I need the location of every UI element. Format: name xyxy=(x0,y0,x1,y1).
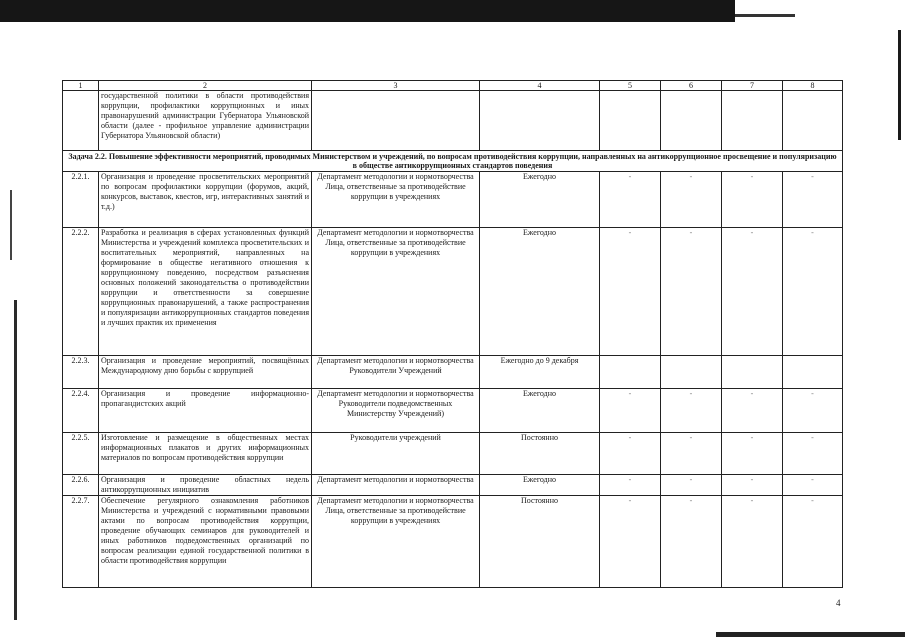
row-col-7: - xyxy=(722,475,783,496)
row-measure: Разработка и реализация в сферах установленных функций Министерства и учреждений комплекса просветительских и воспитательных мероприятий, направленных на формирование в обществе негативного отношения к коррупционному поведению, посредством разъяснения основных положений законодательства о противодействии коррупции и ответственности за совершение коррупционных правонарушений, а также распространения и популяризации антикоррупционных стандартов поведения и лучших практик их применения xyxy=(99,228,312,356)
row-col-7: - xyxy=(722,228,783,356)
row-measure: Организация и проведение областных недель антикоррупционных инициатив xyxy=(99,475,312,496)
row-col-8: - xyxy=(783,228,843,356)
row-number: 2.2.4. xyxy=(63,389,99,433)
row-col-7: - xyxy=(722,172,783,228)
row-term: Ежегодно xyxy=(480,389,600,433)
row-col-5: - xyxy=(600,433,661,475)
scan-edge-left-mark xyxy=(10,190,12,260)
table-row-continuation xyxy=(63,91,843,151)
table-row xyxy=(63,172,843,228)
task-heading: Задача 2.2. Повышение эффективности мероприятий, проводимых Министерством и учреждений, по вопросам противодействия коррупции, направленных на антикоррупционное просвещение и популяризацию в обществе антикоррупционных стандартов поведения xyxy=(63,151,843,172)
header-col-4: 4 xyxy=(480,81,600,91)
row-col-8 xyxy=(783,356,843,389)
header-col-3: 3 xyxy=(312,81,480,91)
row-col-6: - xyxy=(661,496,722,588)
row-col-7 xyxy=(722,356,783,389)
scan-edge-left xyxy=(14,300,17,620)
row-col-8: - xyxy=(783,433,843,475)
row-executor: Руководители учреждений xyxy=(312,433,480,475)
row-col-6: - xyxy=(661,228,722,356)
row-executor: Департамент методологии и нормотворчества Лица, ответственные за противодействие коррупции в учреждениях xyxy=(312,228,480,356)
row-col-7: - xyxy=(722,496,783,588)
row-col-5: - xyxy=(600,172,661,228)
row-col-6: - xyxy=(661,389,722,433)
scan-edge-bottom xyxy=(716,632,905,637)
scan-edge-top xyxy=(0,0,735,22)
row-col-7: - xyxy=(722,433,783,475)
row-term: Постоянно xyxy=(480,496,600,588)
continuation-text: государственной политики в области противодействия коррупции, профилактики коррупционных и иных правонарушений администрации Губернатора Ульяновской области (далее - профильное управление администрации Губернатора Ульяновской области) xyxy=(99,91,312,151)
row-col-8: - xyxy=(783,496,843,588)
row-measure: Изготовление и размещение в общественных местах информационных плакатов и других информационных материалов по вопросам противодействия коррупции xyxy=(99,433,312,475)
row-measure: Организация и проведение мероприятий, посвящённых Международному дню борьбы с коррупцией xyxy=(99,356,312,389)
row-number: 2.2.2. xyxy=(63,228,99,356)
scan-edge-right xyxy=(898,30,901,140)
table-row xyxy=(63,433,843,475)
table-row xyxy=(63,475,843,496)
row-executor: Департамент методологии и нормотворчества Лица, ответственные за противодействие коррупции в учреждениях xyxy=(312,172,480,228)
row-executor: Департамент методологии и нормотворчества Руководители Учреждений xyxy=(312,356,480,389)
row-col-7: - xyxy=(722,389,783,433)
row-number: 2.2.3. xyxy=(63,356,99,389)
row-executor: Департамент методологии и нормотворчества xyxy=(312,475,480,496)
row-number: 2.2.1. xyxy=(63,172,99,228)
header-col-8: 8 xyxy=(783,81,843,91)
row-number: 2.2.7. xyxy=(63,496,99,588)
row-col-5: - xyxy=(600,228,661,356)
row-number: 2.2.6. xyxy=(63,475,99,496)
table-body xyxy=(63,172,843,588)
page-number: 4 xyxy=(836,598,841,608)
row-col-5 xyxy=(600,356,661,389)
table-row xyxy=(63,496,843,588)
row-col-5: - xyxy=(600,475,661,496)
row-measure: Организация и проведение просветительских мероприятий по вопросам профилактики коррупции (форумов, акций, конкурсов, выставок, квестов, игр, интерактивных занятий и т.д.) xyxy=(99,172,312,228)
row-col-6 xyxy=(661,356,722,389)
row-col-5: - xyxy=(600,389,661,433)
header-col-1: 1 xyxy=(63,81,99,91)
row-col-6: - xyxy=(661,433,722,475)
row-col-6: - xyxy=(661,172,722,228)
row-term: Постоянно xyxy=(480,433,600,475)
header-col-5: 5 xyxy=(600,81,661,91)
table-row xyxy=(63,389,843,433)
row-term: Ежегодно xyxy=(480,475,600,496)
header-col-2: 2 xyxy=(99,81,312,91)
header-col-7: 7 xyxy=(722,81,783,91)
table-header-row xyxy=(63,81,843,91)
row-col-6: - xyxy=(661,475,722,496)
row-term: Ежегодно до 9 декабря xyxy=(480,356,600,389)
row-measure: Организация и проведение информационно-пропагандистских акций xyxy=(99,389,312,433)
row-executor: Департамент методологии и нормотворчества Руководители подведомственных Министерству Учреждений) xyxy=(312,389,480,433)
row-number: 2.2.5. xyxy=(63,433,99,475)
row-col-8: - xyxy=(783,389,843,433)
row-col-5: - xyxy=(600,496,661,588)
task-heading-row xyxy=(63,151,843,172)
table-row xyxy=(63,228,843,356)
header-col-6: 6 xyxy=(661,81,722,91)
row-col-8: - xyxy=(783,475,843,496)
table-row xyxy=(63,356,843,389)
row-executor: Департамент методологии и нормотворчества Лица, ответственные за противодействие коррупции в учреждениях xyxy=(312,496,480,588)
row-col-8: - xyxy=(783,172,843,228)
row-term: Ежегодно xyxy=(480,228,600,356)
row-term: Ежегодно xyxy=(480,172,600,228)
measures-table xyxy=(62,80,843,588)
row-measure: Обеспечение регулярного ознакомления работников Министерства и учреждений с нормативными правовыми актами по вопросам противодействия коррупции, проведение обучающих семинаров для руководителей и иных работников подведомственных организаций по вопросам реализации единой государственной политики в области противодействия коррупции xyxy=(99,496,312,588)
